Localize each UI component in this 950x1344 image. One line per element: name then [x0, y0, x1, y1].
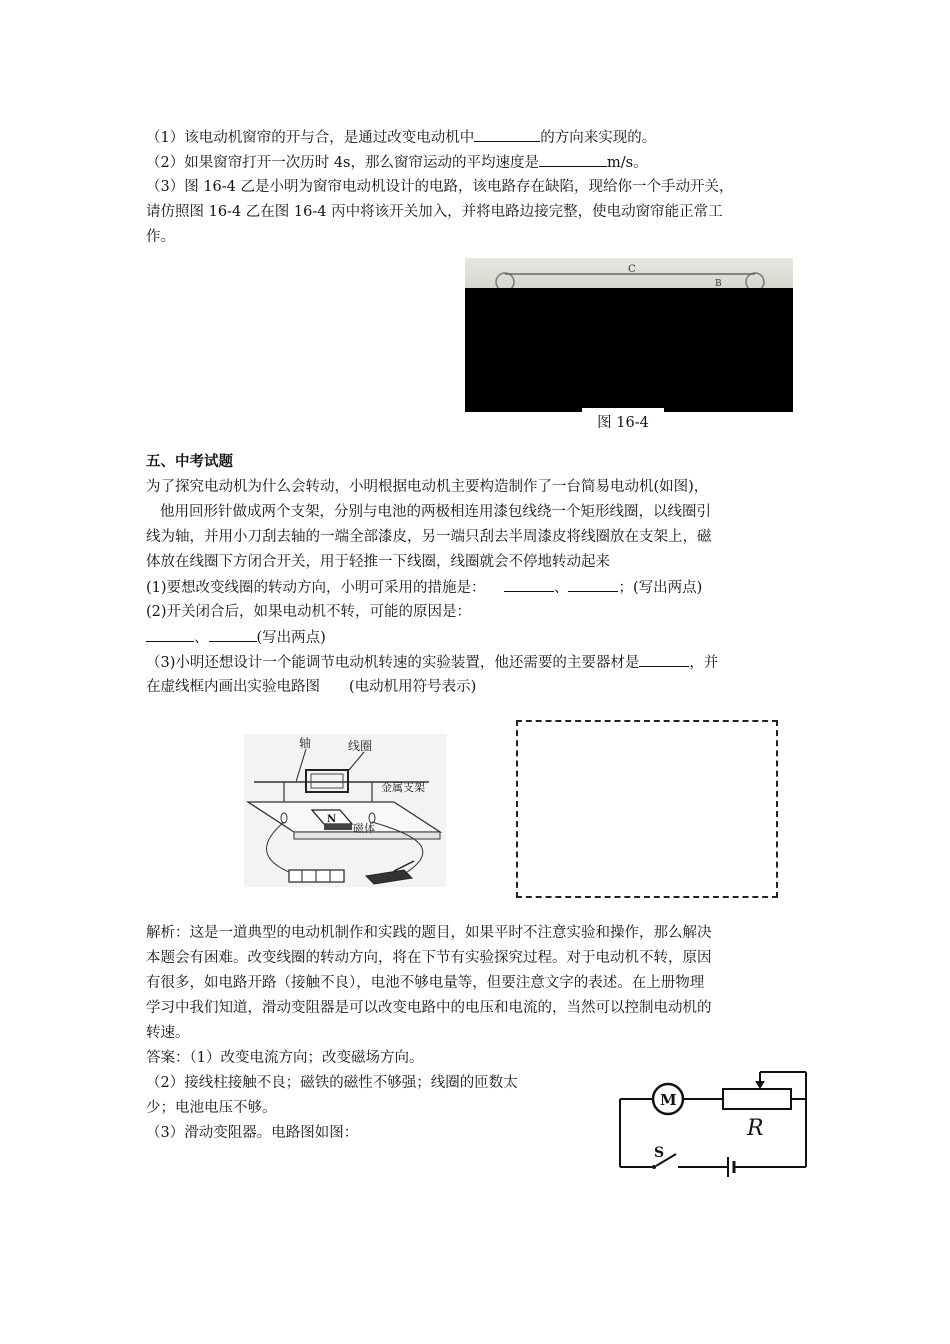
question-5-3: （3)小明还想设计一个能调节电动机转速的实验装置，他还需要的主要器材是 ，并 — [146, 652, 718, 673]
figure-strip-drawing — [465, 258, 793, 288]
paragraph-line: 他用回形针做成两个支架，分别与电池的两极相连用漆包线绕一个矩形线圈，以线圈引 — [160, 504, 711, 520]
paragraph-line: 体放在线圈下方闭合开关，用于轻推一下线圈，线圈就会不停地转动起来 — [146, 554, 610, 570]
question-3-line-2: 请仿照图 16-4 乙在图 16-4 丙中将该开关加入，并将电路边接完整，使电动窗帘能正常工 — [146, 204, 723, 220]
question-5-2: (2)开关闭合后，如果电动机不转，可能的原因是： — [146, 604, 472, 620]
question-3-line-3: 作。 — [146, 229, 175, 245]
section-heading: 五、中考试题 — [146, 453, 233, 470]
slider-arrow — [755, 1081, 765, 1089]
answer-blank — [146, 627, 194, 642]
question-1: （1）该电动机窗帘的开与合，是通过改变电动机中 的方向来实现的。 — [146, 127, 656, 148]
paragraph-line: 线为轴，并用小刀刮去轴的一端全部漆皮，另一端只刮去半周漆皮将线圈放在支架上，磁 — [146, 529, 712, 545]
label-axis: 轴 — [299, 736, 312, 750]
resistor-symbol — [723, 1089, 791, 1109]
answer-blank — [209, 627, 257, 642]
circuit-drawing-box — [516, 720, 778, 898]
analysis-line: 有很多，如电路开路（接触不良），电池不够电量等，但要注意文字的表述。在上册物理 — [146, 975, 705, 991]
answer-circuit-diagram — [610, 1062, 815, 1177]
figure-caption: 图 16-4 — [582, 408, 664, 436]
answer-blank — [568, 577, 618, 592]
answer-blank — [474, 127, 540, 142]
label-coil: 线圈 — [348, 739, 373, 753]
question-2: （2）如果窗帘打开一次历时 4s，那么窗帘运动的平均速度是 m/s。 — [146, 152, 648, 173]
analysis-line: 转速。 — [146, 1025, 190, 1041]
question-5-3-cont: 在虚线框内画出实验电路图 (电动机用符号表示) — [146, 679, 477, 695]
label-magnet: 磁体 — [353, 822, 375, 835]
simple-motor-drawing — [244, 734, 446, 887]
label-n: N — [327, 814, 337, 825]
figure-16-4-photo — [465, 258, 793, 288]
redacted-figure-area — [465, 288, 793, 412]
analysis-line: 解析：这是一道典型的电动机制作和实践的题目，如果平时不注意实验和操作，那么解决 — [146, 925, 712, 941]
motor-label: M — [660, 1091, 677, 1109]
circuit-svg — [610, 1062, 815, 1177]
resistor-label: R — [747, 1116, 764, 1141]
answer-line: （2）接线柱接触不良；磁铁的磁性不够强；线圈的匝数太 — [146, 1075, 518, 1091]
answer-blank — [539, 152, 607, 167]
answer-blank — [639, 652, 689, 667]
paragraph-line: 为了探究电动机为什么会转动，小明根据电动机主要构造制作了一台简易电动机(如图)， — [146, 479, 709, 495]
question-3-line-1: （3）图 16-4 乙是小明为窗帘电动机设计的电路，该电路存在缺陷，现给你一个手动开关， — [146, 179, 734, 195]
answer-line: （3）滑动变阻器。电路图如图： — [146, 1125, 359, 1141]
answer-line: 少；电池电压不够。 — [146, 1100, 277, 1116]
answer-line: 答案：（1）改变电流方向；改变磁场方向。 — [146, 1050, 424, 1066]
analysis-line: 学习中我们知道，滑动变阻器是可以改变电路中的电压和电流的，当然可以控制电动机的 — [146, 1000, 712, 1016]
question-5-2-blanks: 、 (写出两点) — [146, 627, 326, 648]
strip-label-c: C — [628, 264, 636, 275]
strip-label-b: B — [715, 279, 722, 288]
question-5-1: (1)要想改变线圈的转动方向，小明可采用的措施是： 、 ；(写出两点) — [146, 577, 702, 598]
switch-label: S — [654, 1145, 665, 1161]
simple-motor-photo — [244, 734, 446, 887]
answer-blank — [504, 577, 554, 592]
analysis-line: 本题会有困难。改变线圈的转动方向，将在下节有实验探究过程。对于电动机不转，原因 — [146, 950, 712, 966]
label-bracket: 金属支架 — [381, 781, 425, 794]
